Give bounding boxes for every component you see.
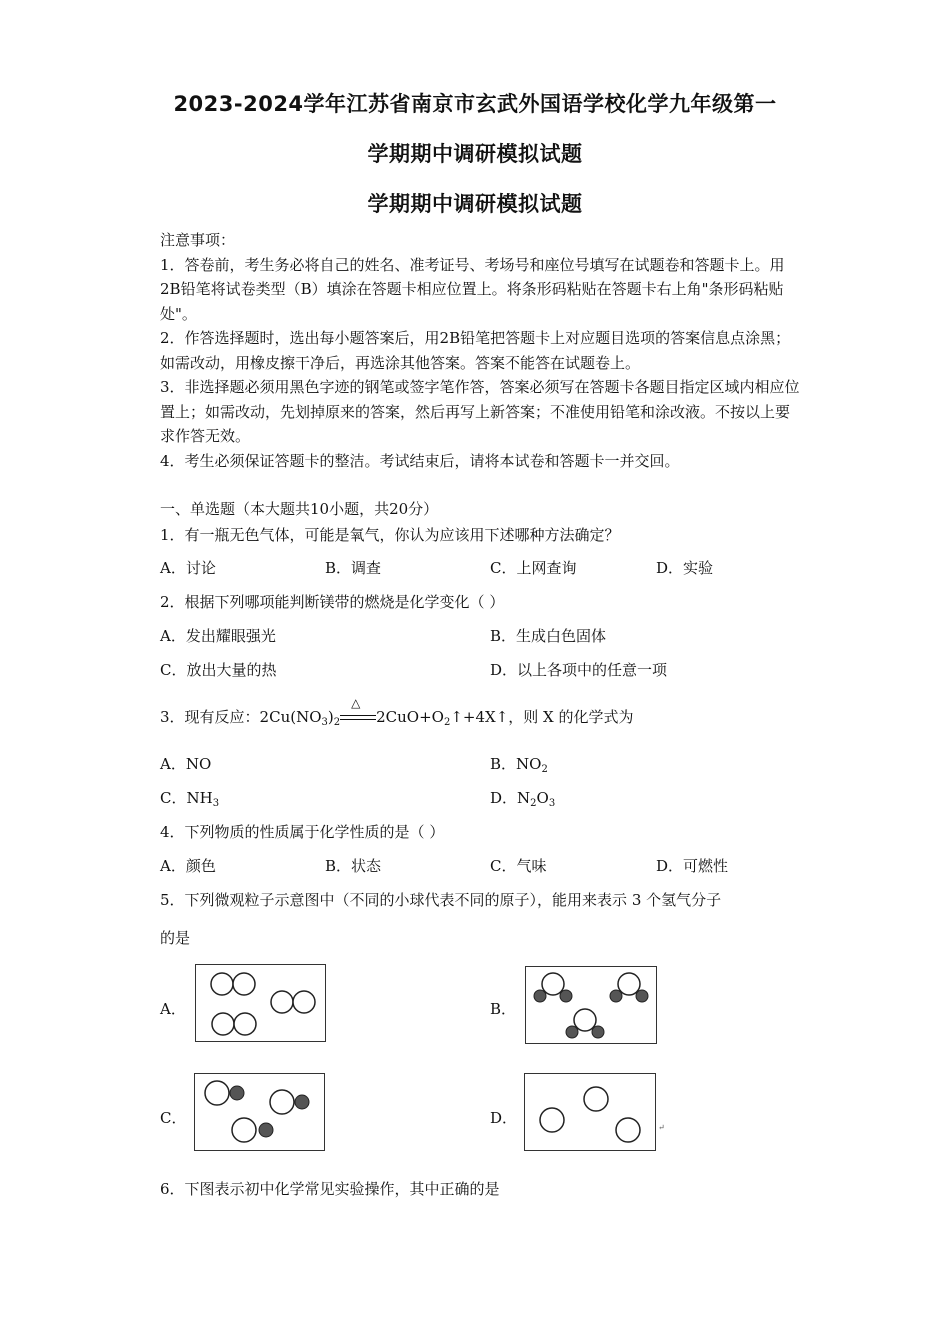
exam-title-line-3: 学期期中调研模拟试题 [367, 192, 583, 216]
q3-option-d-sub2: 3 [548, 798, 556, 809]
q3-prefix: 3．现有反应：2Cu(NO [160, 708, 322, 726]
q2-option-c[interactable]: C．放出大量的热 [160, 661, 277, 679]
q4-stem: 4．下列物质的性质属于化学性质的是（ ） [160, 823, 445, 841]
q5-option-c-label[interactable]: C． [160, 1109, 187, 1127]
q3-options-row-1 [160, 753, 800, 775]
paragraph-mark: ↵ [658, 1123, 665, 1132]
q3-option-c-main: C．NH [160, 789, 213, 807]
q2-options-row-1 [160, 625, 800, 647]
q1-option-c[interactable]: C．上网查询 [490, 559, 577, 577]
q3-option-b[interactable] [490, 753, 548, 781]
q3-stem [160, 696, 634, 734]
note-item-4: 4．考生必须保证答题卡的整洁。考试结束后，请将本试卷和答题卡一并交回。 [160, 451, 680, 470]
notes-block [160, 228, 800, 473]
q5-option-b-label[interactable]: B． [490, 1000, 517, 1018]
section-heading: 一、单选题（本大题共10小题，共20分） [160, 500, 439, 518]
q3-option-b-main: B．NO [490, 755, 542, 773]
q1-stem: 1．有一瓶无色气体，可能是氧气，你认为应该用下述哪种方法确定？ [160, 526, 620, 544]
q2-stem: 2．根据下列哪项能判断镁带的燃烧是化学变化（ ） [160, 593, 505, 611]
q3-option-c[interactable] [160, 787, 219, 815]
q5-diagram-a[interactable] [195, 964, 326, 1042]
q6-stem: 6．下图表示初中化学常见实验操作，其中正确的是 [160, 1180, 500, 1198]
q5-stem-line-2: 的是 [160, 929, 191, 947]
q3-option-c-sub: 3 [212, 798, 220, 809]
note-item-2: 2．作答选择题时，选出每小题答案后，用2B铅笔把答题卡上对应题目选项的答案信息点涂黑；如需改动，用橡皮擦干净后，再选涂其他答案。答案不能答在试题卷上。 [160, 329, 791, 372]
note-item-3: 3．非选择题必须用黑色字迹的钢笔或签字笔作答，答案必须写在答题卡各题目指定区域内相应位置上；如需改动，先划掉原来的答案，然后再写上新答案；不准使用铅笔和涂改液。不按以上要求作答无效。 [160, 378, 800, 445]
q4-option-a[interactable]: A．颜色 [160, 857, 216, 875]
q2-option-d[interactable]: D．以上各项中的任意一项 [490, 661, 668, 679]
q1-option-a[interactable]: A．讨论 [160, 559, 216, 577]
q4-options [160, 855, 800, 877]
q4-option-c[interactable]: C．气味 [490, 857, 547, 875]
q4-option-b[interactable]: B．状态 [325, 857, 382, 875]
q3-sub-3: 3 [321, 717, 328, 728]
exam-title-line-1: 2023-2024学年江苏省南京市玄武外国语学校化学九年级第一 [173, 92, 777, 116]
notes-heading: 注意事项： [160, 231, 236, 249]
q4-option-d[interactable]: D．可燃性 [656, 857, 729, 875]
q3-option-d-o: O [536, 789, 549, 807]
q3-options-row-2 [160, 787, 800, 809]
q3-option-b-sub: 2 [541, 764, 548, 775]
note-item-1: 1．答卷前，考生务必将自己的姓名、准考证号、考场号和座位号填写在试题卷和答题卡上。用2B铅笔将试卷类型（B）填涂在答题卡相应位置上。将条形码粘贴在答题卡右上角"条形码粘贴处"。 [160, 255, 785, 323]
q3-close: ) [327, 708, 334, 726]
q3-product: 2CuO+O [376, 708, 444, 726]
q3-option-d-n: D．N [490, 789, 531, 807]
q3-sub-2b: 2 [443, 717, 451, 728]
q5-option-d-label[interactable]: D． [490, 1109, 518, 1127]
q3-rest: ↑+4X↑，则 X 的化学式为 [450, 708, 634, 726]
q2-option-b[interactable]: B．生成白色固体 [490, 627, 607, 645]
q5-diagram-b[interactable] [525, 966, 657, 1044]
q3-option-d[interactable] [490, 787, 555, 815]
q5-diagram-c[interactable] [194, 1073, 325, 1151]
exam-title-line-2: 学期期中调研模拟试题 [367, 142, 583, 166]
q2-options-row-2 [160, 659, 800, 681]
q1-option-b[interactable]: B．调查 [325, 559, 382, 577]
q3-option-a[interactable]: A．NO [160, 755, 212, 773]
q2-option-a[interactable]: A．发出耀眼强光 [160, 627, 276, 645]
q5-option-a-label[interactable]: A． [160, 1000, 186, 1018]
heat-delta-icon: △ [351, 696, 361, 710]
q5-diagram-d[interactable] [524, 1073, 656, 1151]
q1-options [160, 557, 800, 579]
reaction-equals-arrow [340, 696, 376, 725]
q1-option-d[interactable]: D．实验 [656, 559, 714, 577]
q5-stem-line-1: 5．下列微观粒子示意图中（不同的小球代表不同的原子），能用来表示 3 个氢气分子 [160, 891, 722, 909]
q3-sub-2a: 2 [333, 717, 341, 728]
q3-option-d-sub1: 2 [530, 798, 537, 809]
